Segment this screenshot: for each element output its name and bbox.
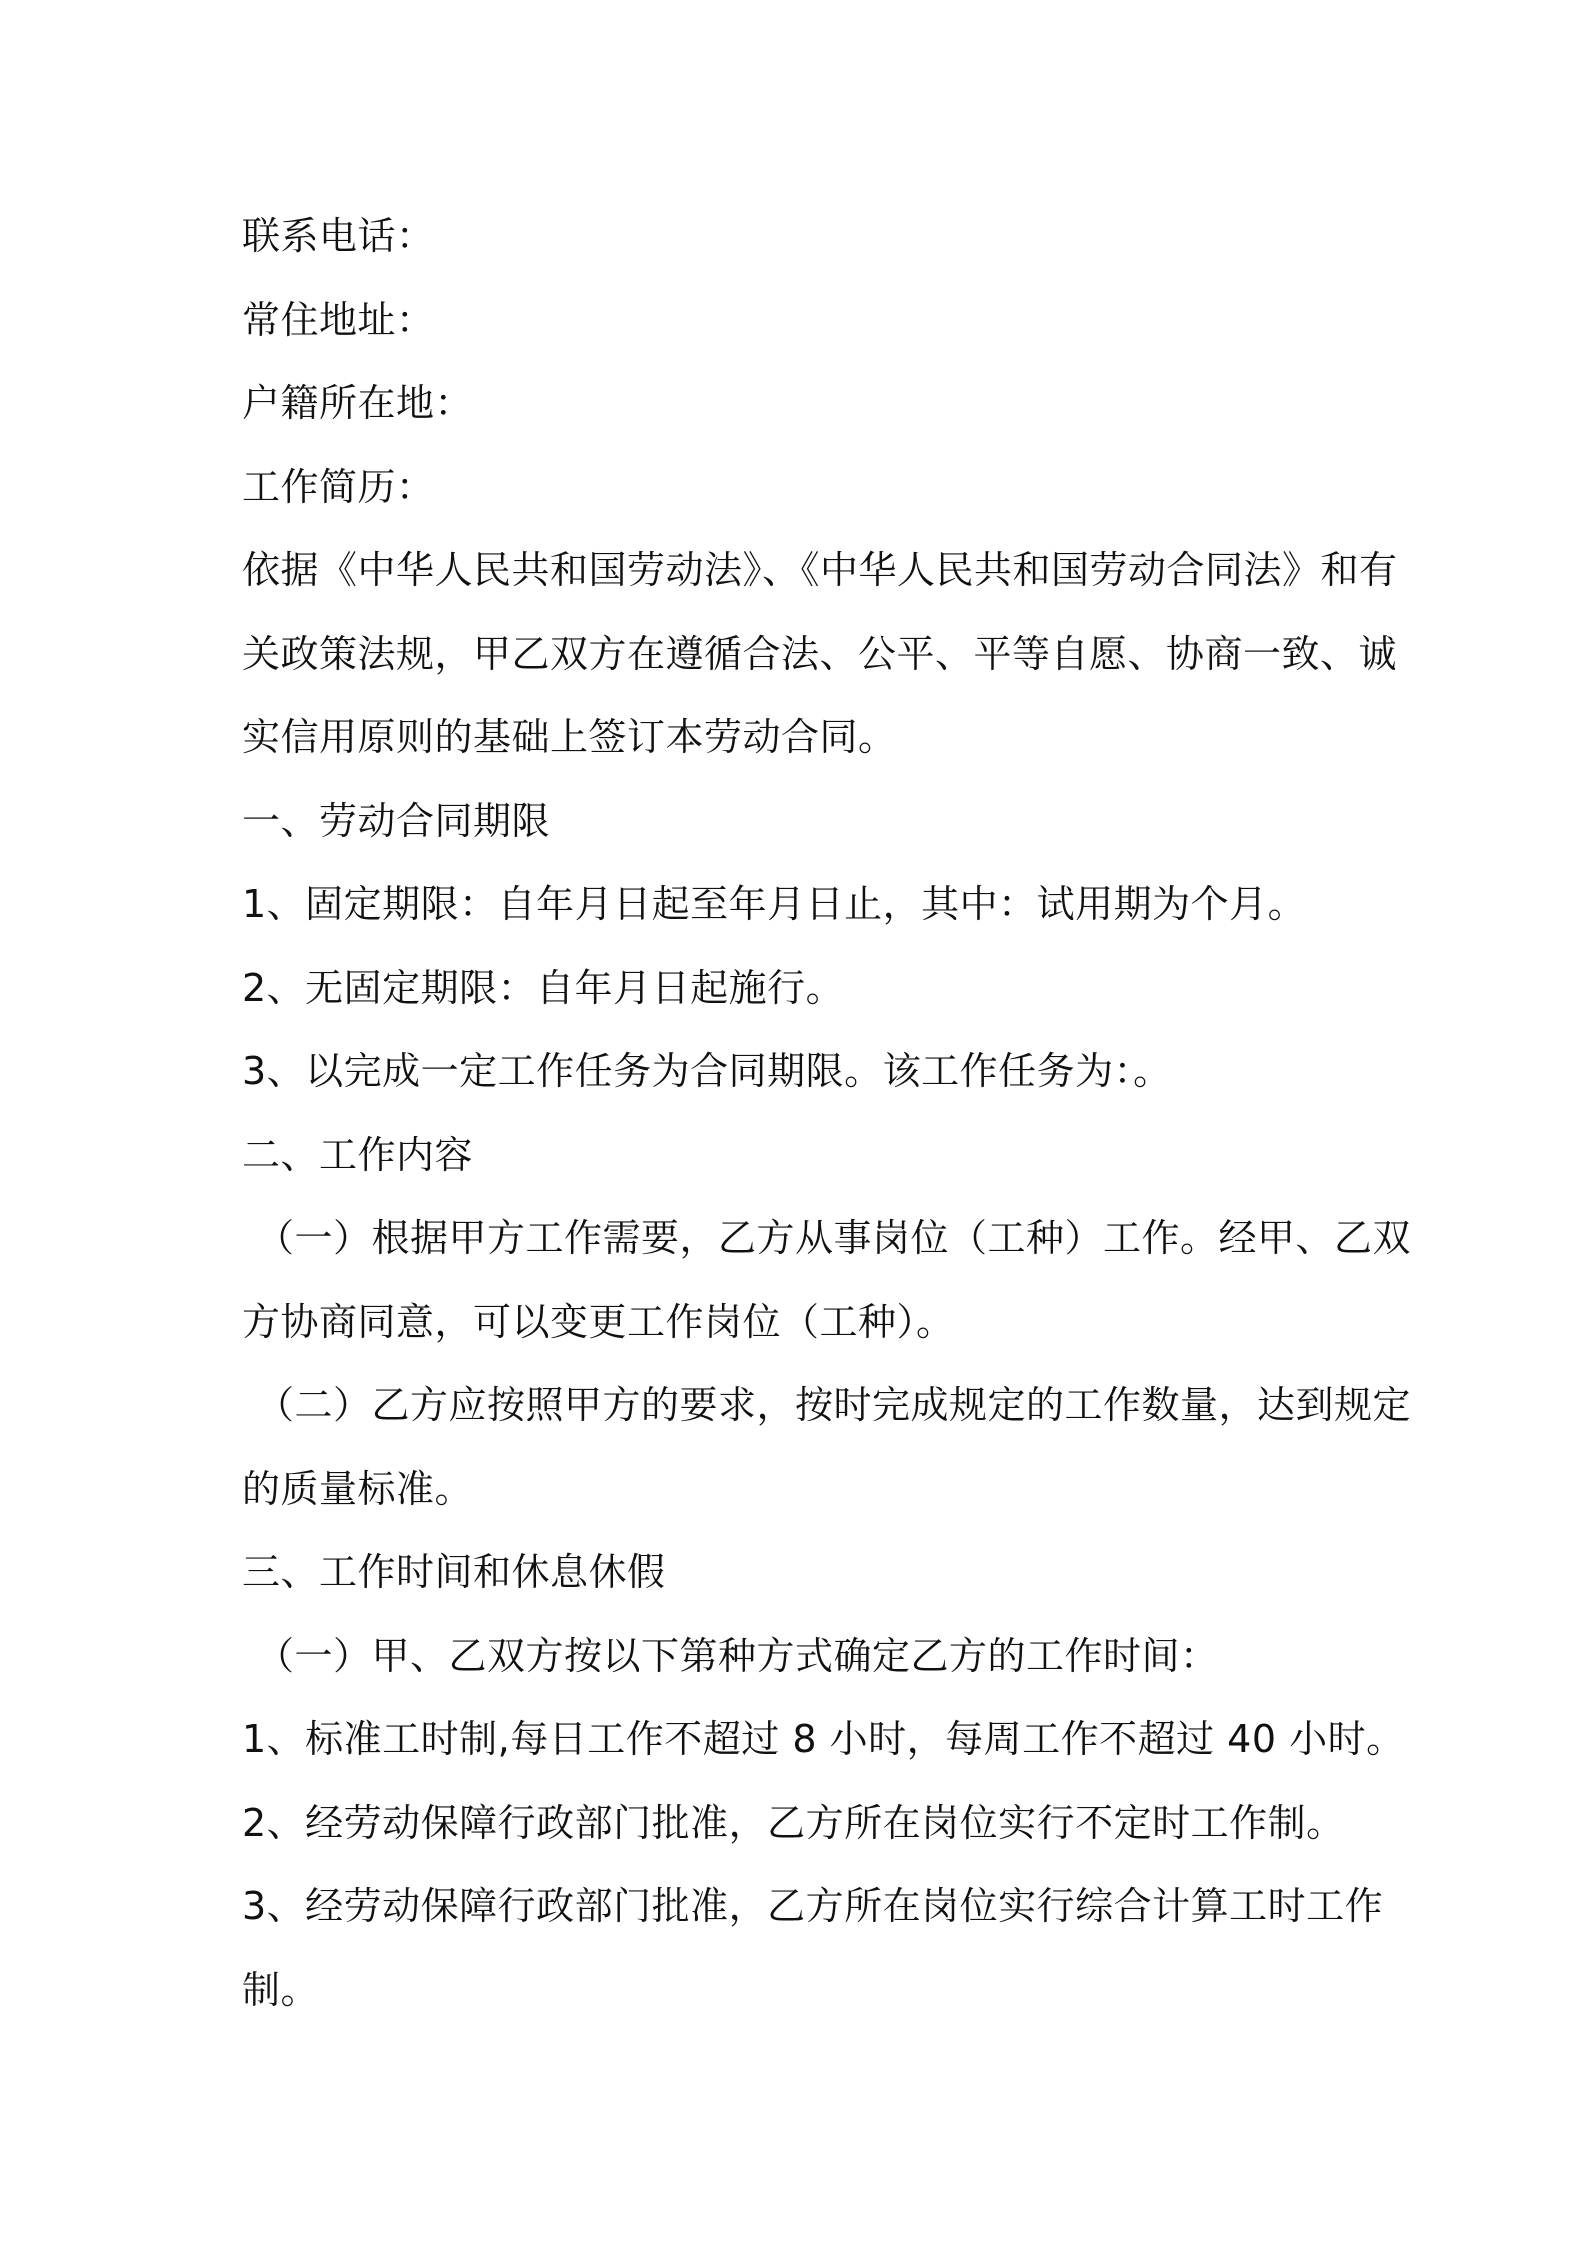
field-work-history: 工作简历：: [242, 464, 435, 509]
hours-item-comprehensive-line-2: 制。: [242, 1967, 320, 2012]
section-heading-work-hours: 三、工作时间和休息休假: [242, 1550, 666, 1594]
section-heading-job-content: 二、工作内容: [242, 1132, 474, 1177]
hours-item-flexible: 2、经劳动保障行政部门批准，乙方所在岗位实行不定时工作制。: [242, 1800, 1345, 1845]
term-item-fixed: 1、固定期限：自年月日起至年月日止，其中：试用期为个月。: [242, 882, 1307, 926]
term-item-task-based: 3、以完成一定工作任务为合同期限。该工作任务为：。: [242, 1049, 1172, 1093]
contract-text: [242, 195, 1412, 2032]
section-heading-contract-term: 一、劳动合同期限: [242, 798, 551, 843]
preamble-line-2: 关政策法规，甲乙双方在遵循合法、公平、平等自愿、协商一致、诚: [242, 631, 1398, 676]
job-clause-1-line-2: 方协商同意，可以变更工作岗位（工种）。: [242, 1299, 955, 1344]
job-clause-2-line-2: 的质量标准。: [242, 1466, 474, 1511]
field-address: 常住地址：: [242, 297, 435, 342]
job-clause-2-line-1: （二）乙方应按照甲方的要求，按时完成规定的工作数量，达到规定: [256, 1383, 1412, 1427]
job-clause-1-line-1: （一）根据甲方工作需要，乙方从事岗位（工种）工作。经甲、乙双: [256, 1216, 1412, 1260]
preamble-line-3: 实信用原则的基础上签订本劳动合同。: [242, 715, 897, 759]
hours-item-standard: 1、标准工时制,每日工作不超过 8 小时，每周工作不超过 40 小时。: [242, 1717, 1405, 1761]
field-household-registration: 户籍所在地：: [242, 381, 474, 425]
preamble-line-1: 依据《中华人民共和国劳动法》、《中华人民共和国劳动合同法》和有: [242, 548, 1398, 592]
hours-item-comprehensive-line-1: 3、经劳动保障行政部门批准，乙方所在岗位实行综合计算工时工作: [242, 1884, 1384, 1928]
hours-clause-intro: （一）甲、乙双方按以下第种方式确定乙方的工作时间：: [256, 1633, 1219, 1678]
field-phone: 联系电话：: [242, 214, 435, 258]
term-item-open-ended: 2、无固定期限：自年月日起施行。: [242, 965, 845, 1010]
